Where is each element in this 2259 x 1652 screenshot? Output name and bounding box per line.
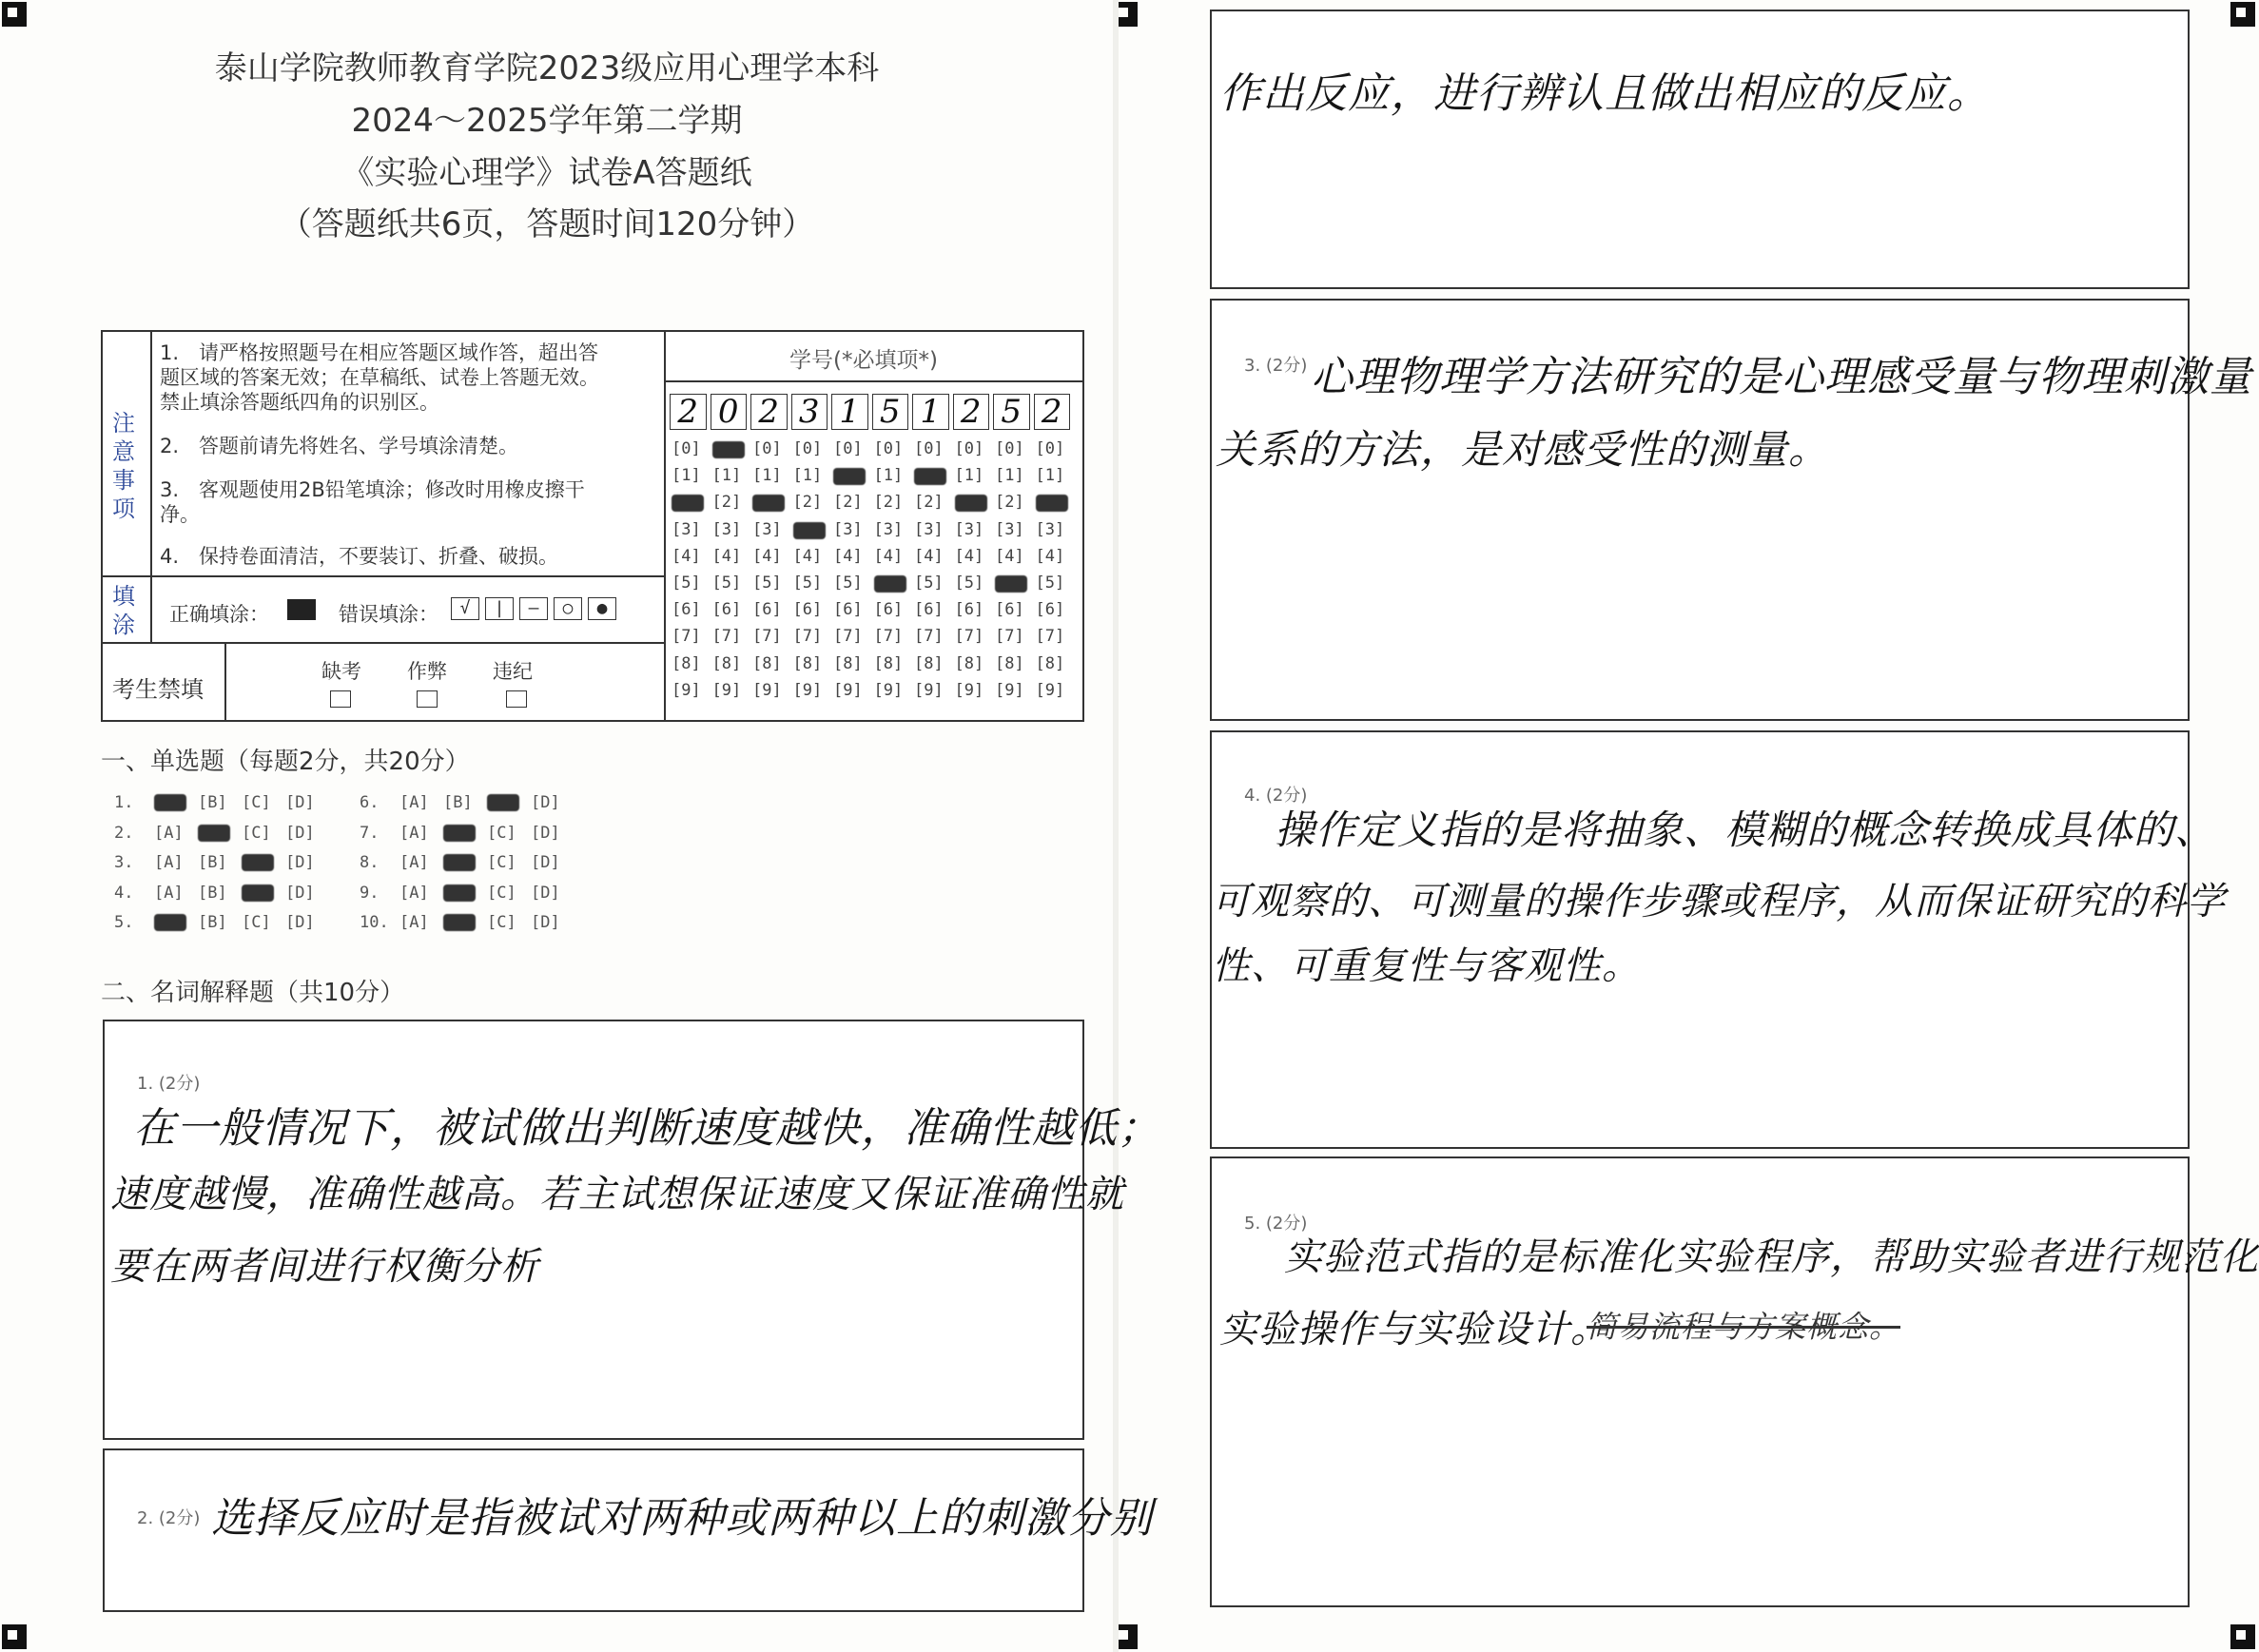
student-id-bubble[interactable]: [4] — [752, 546, 782, 566]
student-id-bubble[interactable]: [1] — [752, 466, 782, 486]
forbidden-option-violate: 违纪 — [493, 660, 533, 683]
mc-bubble[interactable]: [C] — [242, 793, 271, 812]
student-id-bubble[interactable]: [3] — [672, 519, 701, 539]
student-id-bubble[interactable]: [7] — [792, 627, 823, 647]
question-number: 1. (2分) — [137, 1074, 201, 1094]
student-id-bubble[interactable]: [6] — [1035, 600, 1065, 620]
student-id-bubble[interactable]: [0] — [752, 439, 782, 458]
mc-bubble-filled[interactable] — [443, 825, 476, 842]
mc-question-number: 1. — [114, 793, 134, 812]
handwritten-answer: 心理物理学方法研究的是心理感受量与物理刺激量 — [1311, 353, 2252, 401]
student-id-bubble[interactable]: [8] — [672, 653, 701, 673]
forbidden-option-absent: 缺考 — [321, 660, 361, 683]
student-id-bubble[interactable]: [4] — [995, 546, 1024, 566]
handwritten-answer: 性、可重复性与客观性。 — [1212, 944, 1641, 988]
student-id-bubble-filled[interactable] — [712, 441, 745, 458]
student-id-bubble[interactable]: [8] — [954, 653, 984, 673]
student-id-bubble-filled[interactable] — [1036, 495, 1068, 512]
student-id-bubble[interactable]: [6] — [711, 600, 742, 620]
student-id-bubble[interactable]: [7] — [833, 627, 863, 647]
answer-box-q1 — [103, 1020, 1084, 1440]
student-id-bubble-filled[interactable] — [793, 522, 826, 539]
student-id-bubble[interactable]: [2] — [873, 493, 904, 513]
fill-correct-label: 正确填涂： — [169, 603, 269, 626]
mc-bubble[interactable]: [D] — [285, 853, 315, 872]
student-id-bubble[interactable]: [0] — [833, 439, 863, 458]
mc-bubble[interactable]: [C] — [487, 913, 516, 932]
student-id-digit: 1 — [912, 394, 949, 430]
checkbox-empty[interactable] — [506, 690, 527, 708]
mc-bubble[interactable]: [C] — [242, 823, 271, 843]
student-id-bubble[interactable]: [8] — [914, 653, 944, 673]
mc-bubble[interactable]: [C] — [487, 853, 516, 872]
mc-question-number: 7. — [360, 823, 380, 843]
mc-bubble-filled[interactable] — [154, 794, 186, 811]
student-id-bubble[interactable]: [8] — [711, 653, 742, 673]
student-id-bubble-filled[interactable] — [995, 575, 1027, 593]
mc-bubble[interactable]: [A] — [399, 913, 429, 932]
student-id-bubble-filled[interactable] — [672, 495, 704, 512]
student-id-bubble[interactable]: [4] — [792, 546, 823, 566]
student-id-bubble[interactable]: [5] — [672, 573, 701, 593]
student-id-bubble-filled[interactable] — [752, 495, 785, 512]
student-id-bubble[interactable]: [2] — [792, 493, 823, 513]
student-id-bubble[interactable]: [2] — [711, 493, 742, 513]
forbidden-label: 考生禁填 — [112, 676, 204, 703]
student-id-bubble[interactable]: [7] — [752, 627, 782, 647]
handwritten-answer-struck: 简易流程与方案概念。 — [1587, 1309, 1901, 1345]
mc-bubble[interactable]: [D] — [285, 823, 315, 843]
corner-marker — [2230, 2, 2255, 27]
corner-marker — [2230, 1624, 2255, 1649]
mc-bubble[interactable]: [A] — [154, 823, 184, 843]
mc-bubble[interactable]: [B] — [443, 793, 473, 812]
info-vdivider — [664, 330, 666, 722]
handwritten-answer: 可观察的、可测量的操作步骤或程序，从而保证研究的科学 — [1212, 880, 2226, 923]
student-id-bubble[interactable]: [6] — [672, 600, 701, 620]
mc-bubble[interactable]: [B] — [198, 853, 227, 872]
student-id-bubble-filled[interactable] — [874, 575, 906, 593]
mc-bubble-filled[interactable] — [198, 825, 230, 842]
sid-hdivider — [664, 380, 1084, 382]
header-line2: 2024～2025学年第二学期 — [351, 102, 743, 140]
student-id-bubble[interactable]: [1] — [1035, 466, 1065, 486]
student-id-bubble[interactable]: [0] — [672, 439, 701, 458]
student-id-bubble[interactable]: [4] — [873, 546, 904, 566]
mc-question-number: 2. — [114, 823, 134, 843]
mc-bubble-filled[interactable] — [487, 794, 519, 811]
student-id-bubble[interactable]: [1] — [873, 466, 904, 486]
mc-bubble[interactable]: [A] — [399, 793, 429, 812]
student-id-bubble[interactable]: [7] — [954, 627, 984, 647]
handwritten-answer: 作出反应，进行辨认且做出相应的反应。 — [1219, 69, 1990, 118]
student-id-bubble[interactable]: [3] — [752, 519, 782, 539]
student-id-digit: 2 — [750, 394, 788, 430]
mc-bubble[interactable]: [D] — [531, 793, 560, 812]
student-id-bubble[interactable]: [6] — [995, 600, 1024, 620]
student-id-bubble[interactable]: [1] — [711, 466, 742, 486]
notice-label: 注意事项 — [112, 410, 135, 522]
student-id-digit: 1 — [831, 394, 868, 430]
header-line4: （答题纸共6页，答题时间120分钟） — [279, 205, 815, 243]
answer-box-q5 — [1210, 1156, 2190, 1607]
checkbox-empty[interactable] — [330, 690, 351, 708]
mc-bubble[interactable]: [A] — [154, 853, 184, 872]
info-hdivider-2 — [101, 642, 664, 644]
student-id-digit: 2 — [670, 394, 707, 430]
student-id-bubble[interactable]: [3] — [995, 519, 1024, 539]
question-number: 5. (2分) — [1244, 1214, 1308, 1234]
student-id-bubble[interactable]: [5] — [752, 573, 782, 593]
mc-bubble[interactable]: [B] — [198, 883, 227, 903]
mc-bubble[interactable]: [A] — [154, 883, 184, 903]
mc-question-number: 8. — [360, 853, 380, 872]
mc-bubble[interactable]: [D] — [531, 913, 560, 932]
mc-bubble[interactable]: [C] — [487, 823, 516, 843]
question-number: 3. (2分) — [1244, 356, 1308, 376]
handwritten-answer: 关系的方法，是对感受性的测量。 — [1216, 426, 1830, 473]
student-id-bubble[interactable]: [0] — [914, 439, 944, 458]
mc-bubble[interactable]: [B] — [198, 793, 227, 812]
student-id-bubble[interactable]: [0] — [792, 439, 823, 458]
mc-bubble[interactable]: [D] — [285, 883, 315, 903]
fill-label-divider — [150, 575, 152, 642]
section2-title: 二、名词解释题（共10分） — [101, 979, 405, 1007]
mc-bubble[interactable]: [D] — [285, 793, 315, 812]
student-id-bubble[interactable]: [6] — [752, 600, 782, 620]
fill-label: 填涂 — [112, 583, 135, 638]
student-id-bubble[interactable]: [7] — [914, 627, 944, 647]
student-id-bubble[interactable]: [8] — [833, 653, 863, 673]
mc-bubble-filled[interactable] — [242, 854, 274, 871]
student-id-bubble[interactable]: [3] — [914, 519, 944, 539]
student-id-bubble[interactable]: [0] — [954, 439, 984, 458]
handwritten-answer: 操作定义指的是将抽象、模糊的概念转换成具体的、 — [1275, 807, 2216, 853]
student-id-bubble[interactable]: [3] — [1035, 519, 1065, 539]
notice-item-4: 4. 保持卷面清洁，不要装订、折叠、破损。 — [160, 545, 559, 568]
student-id-bubble[interactable]: [3] — [873, 519, 904, 539]
student-id-bubble[interactable]: [2] — [833, 493, 863, 513]
corner-marker — [2, 2, 27, 27]
student-id-bubble[interactable]: [3] — [711, 519, 742, 539]
student-id-bubble[interactable]: [7] — [995, 627, 1024, 647]
student-id-bubble[interactable]: [1] — [995, 466, 1024, 486]
notice-item-3: 3. 客观题使用2B铅笔填涂；修改时用橡皮擦干净。 — [160, 478, 585, 526]
student-id-bubble[interactable]: [1] — [954, 466, 984, 486]
student-id-bubble[interactable]: [9] — [873, 680, 904, 700]
student-id-bubble[interactable]: [0] — [1035, 439, 1065, 458]
student-id-bubble[interactable]: [8] — [1035, 653, 1065, 673]
student-id-bubble[interactable]: [4] — [914, 546, 944, 566]
student-id-bubble[interactable]: [5] — [833, 573, 863, 593]
corner-marker — [2, 1624, 27, 1649]
student-id-digit: 3 — [791, 394, 828, 430]
student-id-digit: 2 — [953, 394, 990, 430]
student-id-bubble[interactable]: [6] — [792, 600, 823, 620]
student-id-bubble[interactable]: [3] — [954, 519, 984, 539]
student-id-bubble[interactable]: [9] — [672, 680, 701, 700]
student-id-bubble[interactable]: [3] — [833, 519, 863, 539]
student-id-bubble-filled[interactable] — [955, 495, 987, 512]
student-id-bubble[interactable]: [6] — [914, 600, 944, 620]
fill-wrong-samples: √ | – ○ ● — [451, 597, 616, 620]
checkbox-empty[interactable] — [417, 690, 438, 708]
student-id-bubble[interactable]: [8] — [873, 653, 904, 673]
handwritten-answer: 选择反应时是指被试对两种或两种以上的刺激分别 — [211, 1494, 1153, 1543]
mc-question-number: 10. — [360, 913, 389, 932]
mc-bubble[interactable]: [B] — [198, 913, 227, 932]
mc-bubble[interactable]: [D] — [285, 913, 315, 932]
page-divider — [1113, 0, 1119, 1652]
student-id-digit: 5 — [872, 394, 909, 430]
fill-wrong-label: 错误填涂： — [339, 603, 438, 626]
student-id-bubble[interactable]: [9] — [914, 680, 944, 700]
student-id-bubble[interactable]: [9] — [1035, 680, 1065, 700]
student-id-bubble[interactable]: [5] — [914, 573, 944, 593]
student-id-bubble[interactable]: [5] — [954, 573, 984, 593]
answer-box-q2-continued — [1210, 10, 2190, 289]
mc-question-number: 3. — [114, 853, 134, 872]
student-id-bubble[interactable]: [4] — [833, 546, 863, 566]
student-id-bubble[interactable]: [9] — [954, 680, 984, 700]
student-id-bubble[interactable]: [5] — [792, 573, 823, 593]
student-id-bubble[interactable]: [5] — [711, 573, 742, 593]
student-id-bubble[interactable]: [7] — [711, 627, 742, 647]
student-id-bubble[interactable]: [0] — [873, 439, 904, 458]
notice-label-divider — [150, 330, 152, 575]
mc-bubble[interactable]: [A] — [399, 823, 429, 843]
student-id-bubble[interactable]: [9] — [833, 680, 863, 700]
student-id-bubble[interactable]: [5] — [1035, 573, 1065, 593]
mc-bubble[interactable]: [A] — [399, 853, 429, 872]
mc-question-number: 5. — [114, 913, 134, 932]
student-id-bubble-filled[interactable] — [914, 468, 946, 485]
header-line1: 泰山学院教师教育学院2023级应用心理学本科 — [214, 49, 880, 87]
student-id-bubble[interactable]: [9] — [995, 680, 1024, 700]
student-id-bubble[interactable]: [8] — [995, 653, 1024, 673]
student-id-digit: 0 — [711, 394, 748, 430]
mc-question-number: 4. — [114, 883, 134, 903]
mc-bubble-filled[interactable] — [154, 914, 186, 931]
mc-bubble-filled[interactable] — [443, 854, 476, 871]
header-line3: 《实验心理学》试卷A答题纸 — [341, 154, 752, 192]
handwritten-answer: 速度越慢，准确性越高。若主试想保证速度又保证准确性就 — [110, 1173, 1124, 1216]
mc-bubble[interactable]: [D] — [531, 853, 560, 872]
student-id-bubble[interactable]: [0] — [995, 439, 1024, 458]
fill-correct-sample — [287, 599, 316, 620]
mc-bubble-filled[interactable] — [443, 884, 476, 902]
student-id-bubble[interactable]: [7] — [873, 627, 904, 647]
handwritten-answer: 实验范式指的是标准化实验程序，帮助实验者进行规范化 — [1284, 1235, 2259, 1279]
forbid-label-divider — [224, 642, 226, 722]
mc-bubble[interactable]: [D] — [531, 823, 560, 843]
student-id-bubble[interactable]: [1] — [792, 466, 823, 486]
student-id-bubble[interactable]: [6] — [954, 600, 984, 620]
student-id-bubble[interactable]: [6] — [873, 600, 904, 620]
student-id-bubble[interactable]: [2] — [914, 493, 944, 513]
student-id-bubble[interactable]: [7] — [672, 627, 701, 647]
mc-question-number: 9. — [360, 883, 380, 903]
student-id-bubble[interactable]: [9] — [711, 680, 742, 700]
student-id-bubble[interactable]: [1] — [672, 466, 701, 486]
handwritten-answer: 实验操作与实验设计。 — [1219, 1308, 1609, 1351]
mc-bubble[interactable]: [D] — [531, 883, 560, 903]
student-id-bubble[interactable]: [9] — [792, 680, 823, 700]
question-number: 4. (2分) — [1244, 786, 1308, 806]
mc-bubble[interactable]: [C] — [487, 883, 516, 903]
student-id-bubble[interactable]: [6] — [833, 600, 863, 620]
section1-title: 一、单选题（每题2分，共20分） — [101, 748, 470, 776]
student-id-bubble[interactable]: [4] — [1035, 546, 1065, 566]
notice-item-1: 1. 请严格按照题号在相应答题区域作答，超出答题区域的答案无效；在草稿纸、试卷上答题无效。禁止填涂答题纸四角的识别区。 — [160, 341, 599, 414]
forbidden-option-cheat: 作弊 — [407, 660, 447, 683]
mc-bubble[interactable]: [C] — [242, 913, 271, 932]
handwritten-answer: 要在两者间进行权衡分析 — [110, 1245, 539, 1289]
student-id-digit: 5 — [993, 394, 1030, 430]
question-number: 2. (2分) — [137, 1508, 201, 1528]
student-id-bubble[interactable]: [4] — [954, 546, 984, 566]
student-id-bubble[interactable]: [9] — [752, 680, 782, 700]
student-id-digit: 2 — [1034, 394, 1071, 430]
notice-item-2: 2. 答题前请先将姓名、学号填涂清楚。 — [160, 435, 519, 457]
mc-question-number: 6. — [360, 793, 380, 812]
mc-bubble-filled[interactable] — [443, 914, 476, 931]
student-id-bubble-filled[interactable] — [833, 468, 866, 485]
handwritten-answer: 在一般情况下，被试做出判断速度越快，准确性越低； — [133, 1104, 1160, 1153]
mc-bubble[interactable]: [A] — [399, 883, 429, 903]
mc-bubble-filled[interactable] — [242, 884, 274, 902]
student-id-bubble[interactable]: [8] — [752, 653, 782, 673]
student-id-bubble[interactable]: [2] — [995, 493, 1024, 513]
student-id-bubble[interactable]: [4] — [711, 546, 742, 566]
student-id-bubble[interactable]: [4] — [672, 546, 701, 566]
info-hdivider-1 — [101, 575, 664, 577]
student-id-bubble[interactable]: [8] — [792, 653, 823, 673]
student-id-bubble[interactable]: [7] — [1035, 627, 1065, 647]
student-id-label: 学号(*必填项*) — [789, 348, 938, 373]
